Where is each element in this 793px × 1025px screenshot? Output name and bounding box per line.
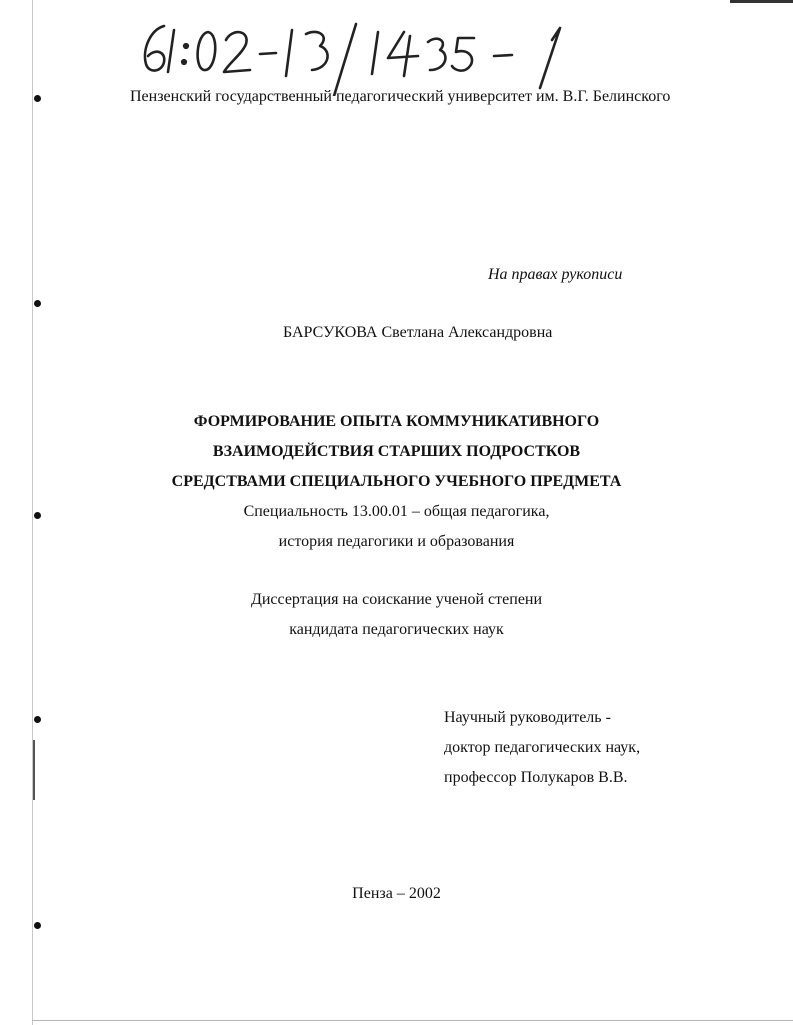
rights-notice: На правах рукописи xyxy=(488,266,623,283)
title-line-2: ВЗАИМОДЕЙСТВИЯ СТАРШИХ ПОДРОСТКОВ xyxy=(212,443,581,460)
city-year: Пенза – 2002 xyxy=(352,885,441,902)
scan-edge-top-right xyxy=(730,0,793,3)
advisor-line-3: профессор Полукаров В.В. xyxy=(444,769,628,786)
binding-hole-mark xyxy=(34,716,41,723)
degree-line-1: Диссертация на соискание ученой степени xyxy=(250,591,543,608)
degree-line-2: кандидата педагогических наук xyxy=(289,621,504,638)
title-line-3: СРЕДСТВАМИ СПЕЦИАЛЬНОГО УЧЕБНОГО ПРЕДМЕТА xyxy=(171,473,622,490)
specialty-line-2: история педагогики и образования xyxy=(278,533,515,550)
university-name: Пензенский государственный педагогический университет им. В.Г. Белинского xyxy=(130,88,671,105)
binding-hole-mark xyxy=(34,922,41,929)
binding-hole-mark xyxy=(34,95,41,102)
title-line-1: ФОРМИРОВАНИЕ ОПЫТА КОММУНИКАТИВНОГО xyxy=(193,413,600,430)
author-name: БАРСУКОВА Светлана Александровна xyxy=(283,324,553,341)
handwritten-archive-mark xyxy=(120,6,590,96)
scan-edge-left-dark xyxy=(33,740,35,800)
advisor-line-1: Научный руководитель - xyxy=(444,709,611,726)
binding-hole-mark xyxy=(34,300,41,307)
advisor-line-2: доктор педагогических наук, xyxy=(444,739,641,756)
scan-edge-bottom xyxy=(32,1020,793,1021)
specialty-line-1: Специальность 13.00.01 – общая педагогика, xyxy=(243,503,550,520)
